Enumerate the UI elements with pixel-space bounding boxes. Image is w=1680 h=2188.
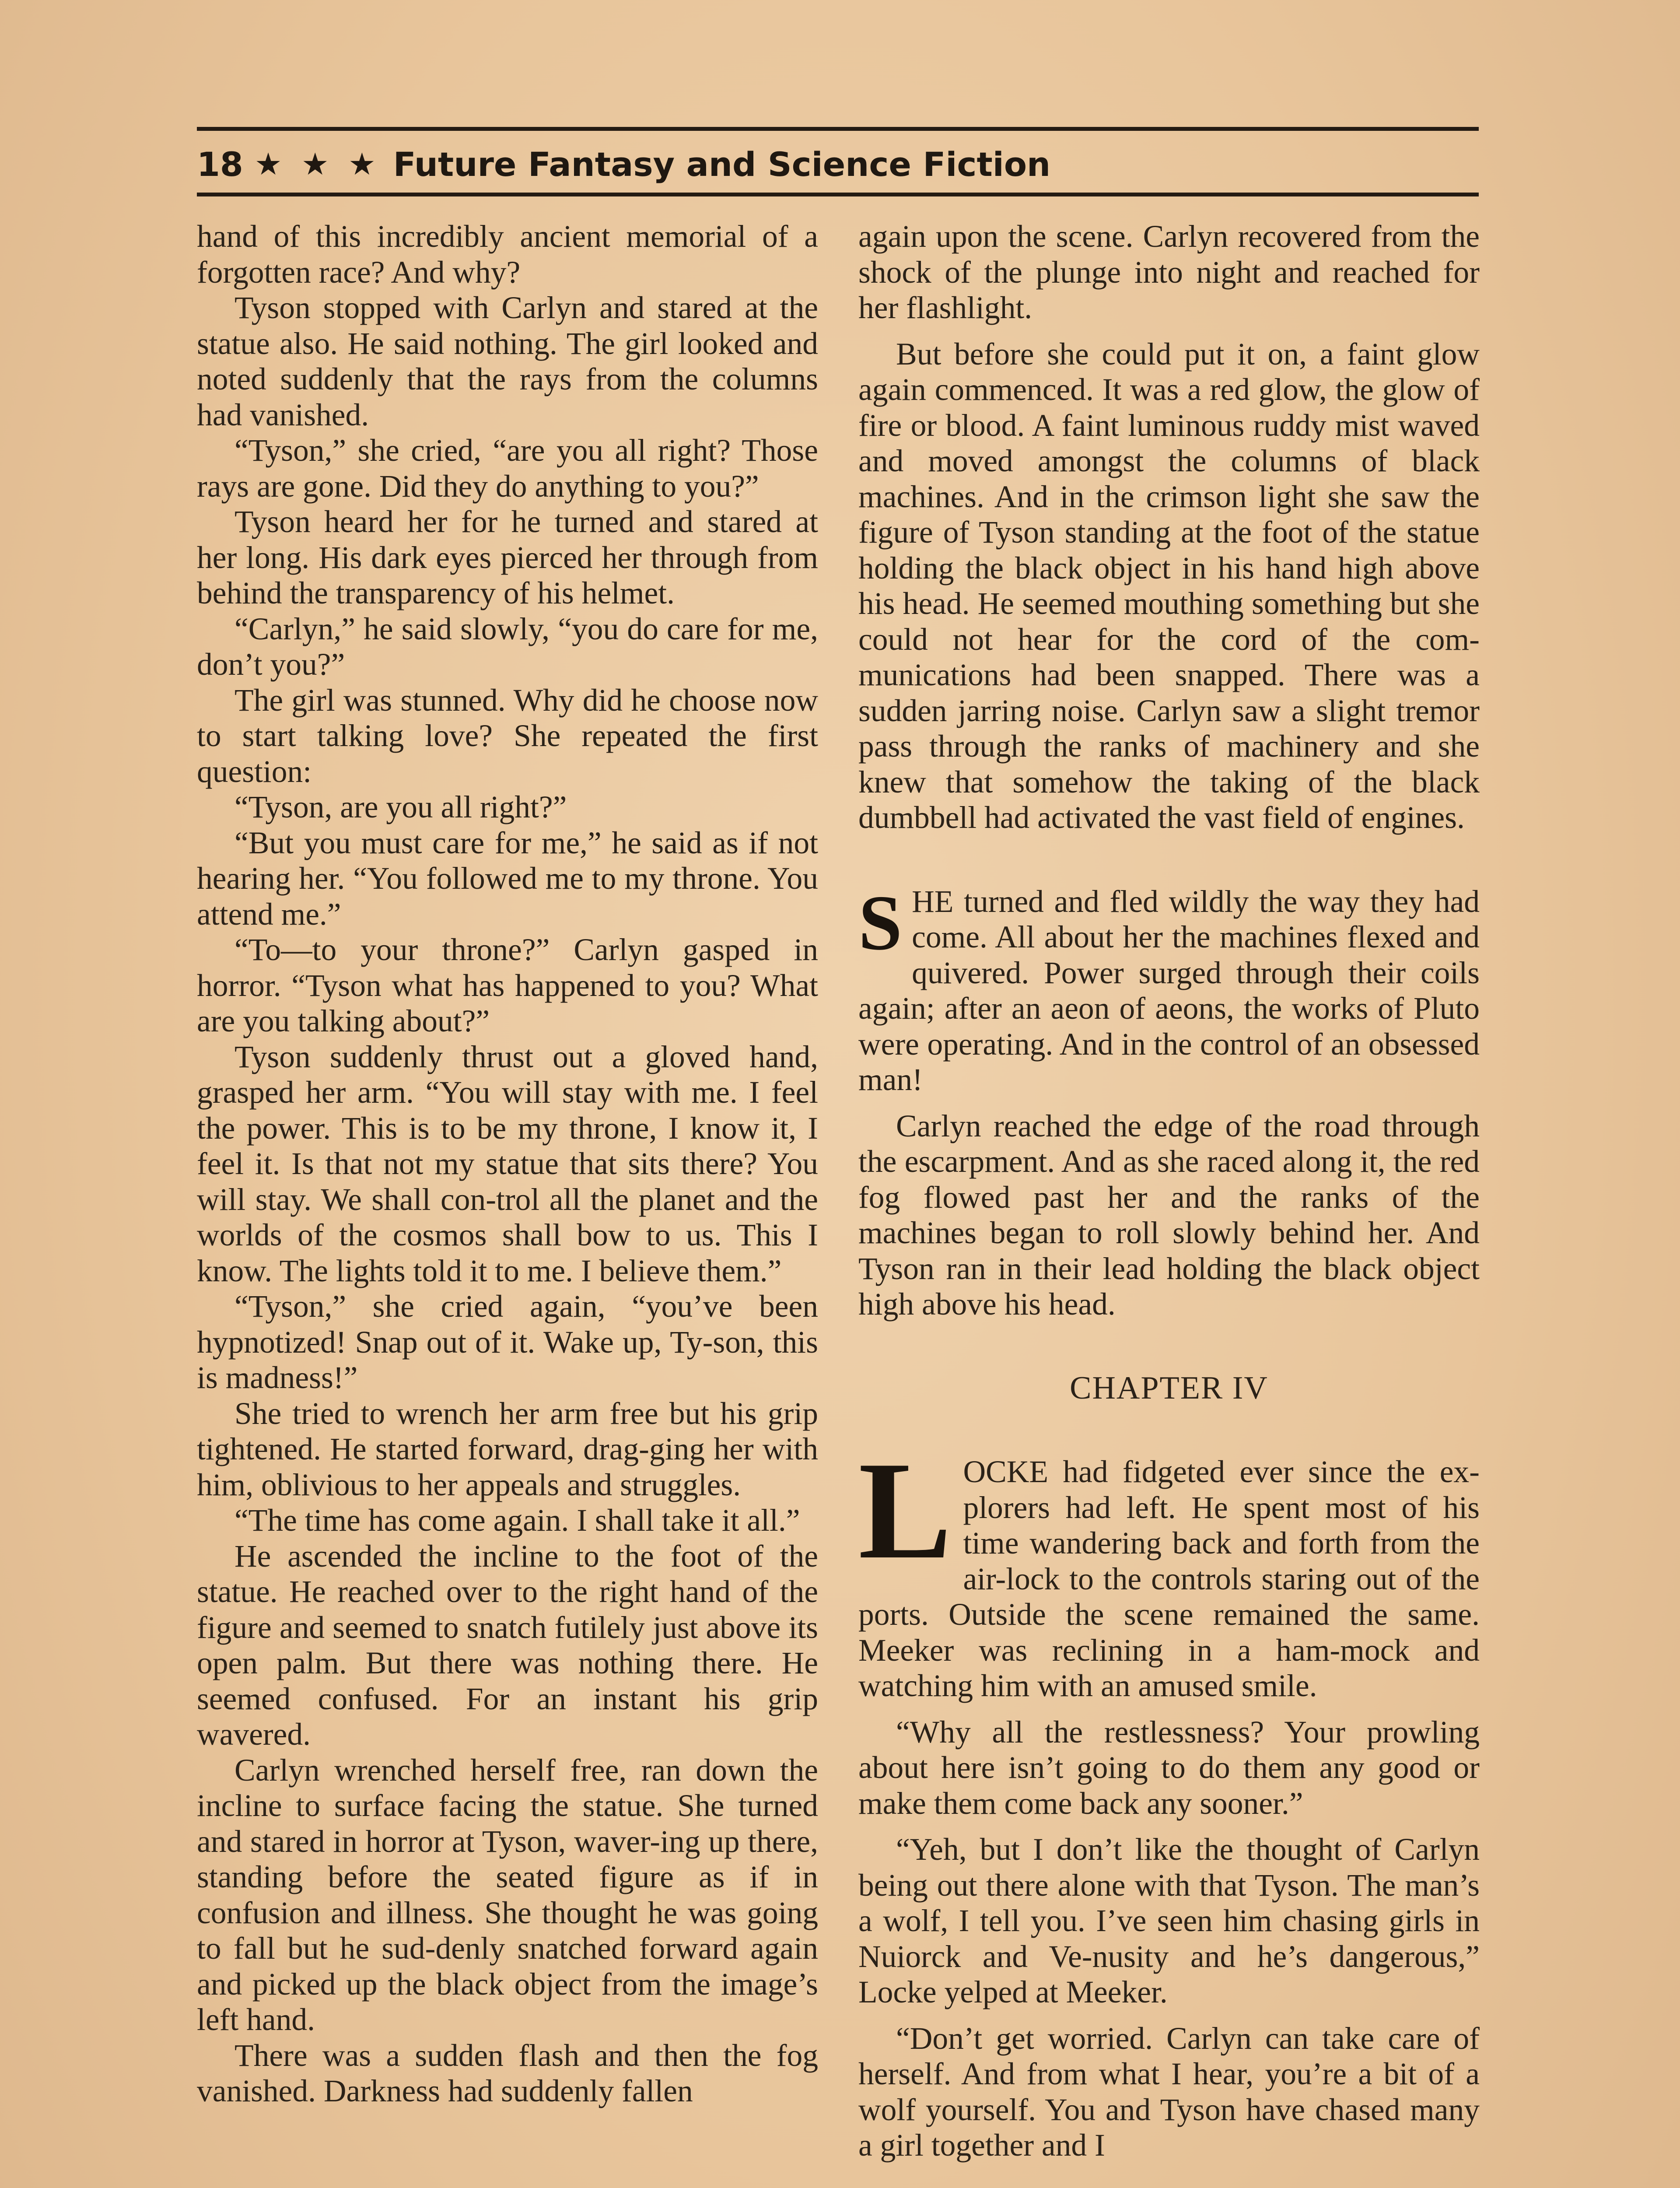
- paragraph: “Tyson,” she cried again, “you’ve been hypnotized! Snap out of it. Wake up, Ty-son, this is madness!”: [197, 1289, 818, 1395]
- paragraph: “Carlyn,” he said slowly, “you do care for me, don’t you?”: [197, 611, 818, 682]
- paragraph: The girl was stunned. Why did he choose now to start talking love? She repeated the first question:: [197, 683, 818, 789]
- paragraph: Tyson heard her for he turned and stared at her long. His dark eyes pierced her through from behind the transparency of his helmet.: [197, 505, 818, 610]
- paragraph: Tyson stopped with Carlyn and stared at the statue also. He said nothing. The girl looked and noted suddenly that the rays from the columns had vanished.: [197, 291, 818, 432]
- paragraph: “But you must care for me,” he said as if not hearing her. “You followed me to my throne. You attend me.”: [197, 825, 818, 932]
- star-ornament: ★ ★ ★: [254, 146, 380, 182]
- paragraph: There was a sudden flash and then the fog vanished. Darkness had suddenly fallen: [197, 2038, 818, 2108]
- paragraph: She tried to wrench her arm free but his grip tightened. He started forward, drag-ging her with him, oblivious to her appeals and struggles.: [197, 1396, 818, 1502]
- chapter-opening-paragraph: [858, 1433, 1480, 1704]
- paragraph: again upon the scene. Carlyn recovered from the shock of the plunge into night and reached for her flashlight.: [858, 219, 1480, 325]
- right-column: [858, 219, 1480, 2163]
- paragraph: “Tyson,” she cried, “are you all right? Those rays are gone. Did they do anything to you?”: [197, 433, 818, 504]
- paragraph: “Why all the restlessness? Your prowling about here isn’t going to do them any good or make them come back any sooner.”: [858, 1715, 1480, 1821]
- paragraph: “The time has come again. I shall take it all.”: [234, 1503, 800, 1538]
- paragraph: hand of this incredibly ancient memorial of a forgotten race? And why?: [197, 219, 818, 290]
- chapter-heading: CHAPTER IV: [1070, 1370, 1268, 1406]
- header-rule-bottom: [197, 193, 1479, 196]
- magazine-title: Future Fantasy and Science Fiction: [393, 144, 1051, 184]
- paragraph: “Tyson, are you all right?”: [234, 790, 567, 824]
- section-opening-text: HE turned and fled wildly the way they had come. All about her the machines flexed and quivered. Power surged through their coils again; after an aeon of aeons, the works of Pluto were operating. And in the control of an obsessed man!: [858, 884, 1480, 1097]
- left-column: [197, 219, 818, 2109]
- paragraph: “To—to your throne?” Carlyn gasped in horror. “Tyson what has happened to you? What are you talking about?”: [197, 933, 818, 1038]
- paragraph: He ascended the incline to the foot of the statue. He reached over to the right hand of the figure and seemed to snatch futilely just above its open palm. But there was nothing there. He seemed confused. For an instant his grip wavered.: [197, 1539, 818, 1752]
- drop-cap-l: L: [858, 1433, 952, 1588]
- paragraph: Tyson suddenly thrust out a gloved hand, grasped her arm. “You will stay with me. I feel the power. This is to be my throne, I know it, I feel it. Is that not my statue that sits there? You will stay. We shall con-trol all the planet and the worlds of the cosmos shall bow to us. This I know. The lights told it to me. I believe them.”: [197, 1039, 818, 1288]
- section-opening-paragraph: [858, 879, 1480, 1098]
- running-header: [197, 140, 1050, 188]
- paragraph: “Don’t get worried. Carlyn can take care of herself. And from what I hear, you’re a bit of a wolf yourself. You and Tyson have chased many a girl together and I: [858, 2021, 1480, 2163]
- page-number: 18: [197, 144, 243, 184]
- chapter-opening-text: OCKE had fidgeted ever since the ex-plorers had left. He spent most of his time wandering back and forth from the air-lock to the controls staring out of the ports. Outside the scene remained the same. Meeker was reclining in a ham-mock and watching him with an amused smile.: [858, 1455, 1480, 1703]
- paragraph: “Yeh, but I don’t like the thought of Carlyn being out there alone with that Tyson. The man’s a wolf, I tell you. I’ve seen him chasing girls in Nuiorck and Ve-nusity and he’s dangerous,” Locke yelped at Meeker.: [858, 1832, 1480, 2009]
- paragraph: Carlyn wrenched herself free, ran down the incline to surface facing the statue. She turned and stared in horror at Tyson, waver-ing up there, standing before the seated figure as if in confusion and illness. She thought he was going to fall but he sud-denly snatched forward again and picked up the black object from the image’s left hand.: [197, 1753, 818, 2037]
- paragraph: Carlyn reached the edge of the road through the escarpment. And as she raced along it, the red fog flowed past her and the ranks of the machines began to roll slowly behind her. And Tyson ran in their lead holding the black object high above his head.: [858, 1108, 1480, 1322]
- header-rule-top: [197, 127, 1479, 131]
- paragraph: But before she could put it on, a faint glow again commenced. It was a red glow, the glow of fire or blood. A faint luminous ruddy mist waved and moved amongst the columns of black machines. And in the crimson light she saw the figure of Tyson standing at the foot of the statue holding the black object in his hand high above his head. He seemed mouthing something but she could not hear for the cord of the com-munications had been snapped. There was a sudden jarring noise. Carlyn saw a slight tremor pass through the ranks of machinery and she knew that somehow the taking of the black dumbbell had activated the vast field of engines.: [858, 337, 1480, 835]
- drop-cap-s: S: [858, 879, 903, 966]
